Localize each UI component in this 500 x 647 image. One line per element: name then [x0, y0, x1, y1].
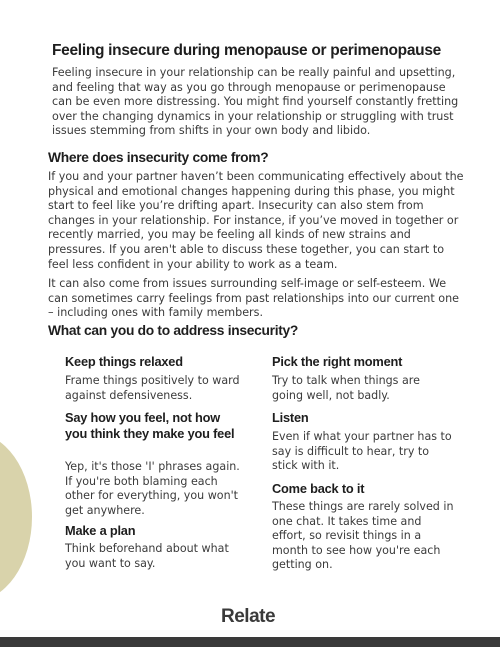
section-heading-what: What can you do to address insecurity? [48, 323, 299, 338]
tip-body-make-plan: Think beforehand about what you want to say. [65, 542, 229, 570]
decorative-circle [0, 432, 32, 602]
relate-logo: Relate [221, 606, 276, 627]
tip-title-keep-relaxed: Keep things relaxed [65, 354, 183, 369]
page-title: Feeling insecure during menopause or perimenopause [52, 42, 441, 59]
tip-body-say-how-you-feel: Yep, it's those 'I' phrases again. If you're both blaming each other for everything, you won't get anywhere. [65, 460, 240, 517]
tip-title-come-back: Come back to it [272, 481, 365, 496]
where-paragraph-1: If you and your partner haven’t been communicating effectively about the physical and emotional changes happening during this phase, you might start to feel like you’re drifting apart. Insecurity can also stem from changes in your relationship. For instance, if you’ve moved in together or recently married, you may be feeling all kinds of new strains and pressures. If you aren't able to discuss these together, you can start to feel less confident in your ability to work as a team. [48, 170, 464, 271]
tip-body-right-moment: Try to talk when things are going well, not badly. [272, 374, 420, 402]
tip-body-keep-relaxed: Frame things positively to ward against defensiveness. [65, 374, 240, 402]
section-heading-where: Where does insecurity come from? [48, 150, 269, 165]
tip-title-listen: Listen [272, 410, 309, 425]
tip-title-say-how-you-feel: Say how you feel, not how you think they make you feel [65, 410, 235, 441]
tip-body-come-back: These things are rarely solved in one chat. It takes time and effort, so revisit things in a month to see how you're each getting on. [272, 500, 454, 572]
footer-bar [0, 637, 500, 647]
intro-paragraph: Feeling insecure in your relationship can be really painful and upsetting, and feeling that way as you go through menopause or perimenopause can be even more distressing. You might find yourself constantly fretting over the changing dynamics in your relationship or struggling with trust issues stemming from shifts in your own body and libido. [52, 66, 459, 138]
tip-title-right-moment: Pick the right moment [272, 354, 403, 369]
tip-body-listen: Even if what your partner has to say is difficult to hear, try to stick with it. [272, 430, 452, 473]
where-paragraph-2: It can also come from issues surrounding self-image or self-esteem. We can sometimes carry feelings from past relationships into our current one – including ones with family members. [48, 277, 459, 320]
tip-title-make-plan: Make a plan [65, 523, 136, 538]
